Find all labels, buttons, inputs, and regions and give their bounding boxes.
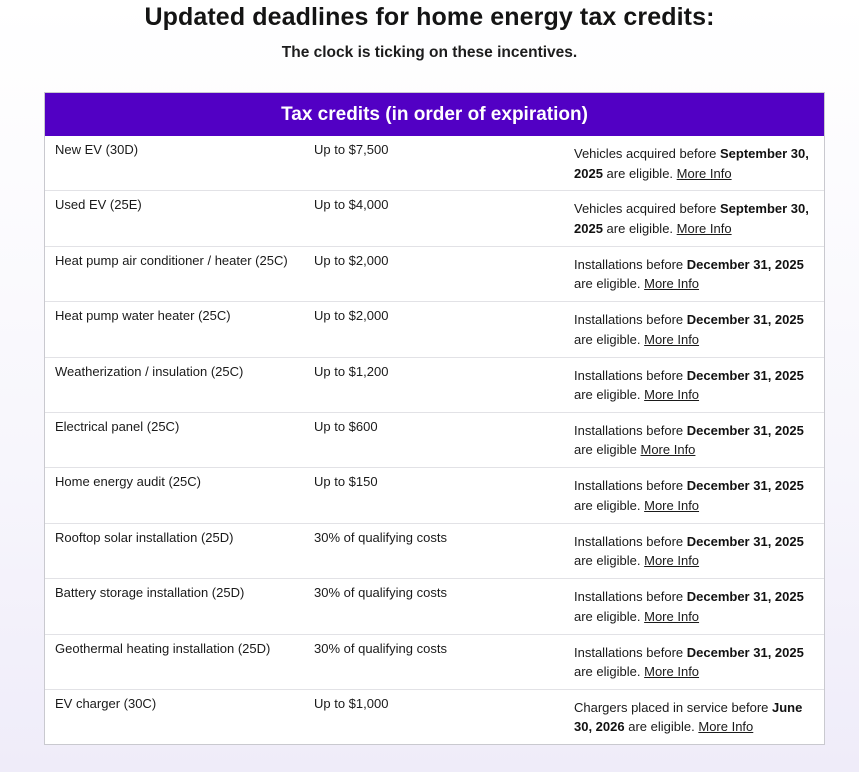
credit-name: Electrical panel (25C) (55, 418, 180, 434)
deadline-date: December 31, 2025 (686, 256, 804, 272)
credit-deadline (574, 144, 818, 183)
credit-amount: Up to $1,200 (314, 363, 389, 379)
credit-deadline (574, 698, 818, 737)
deadline-date: December 31, 2025 (686, 533, 804, 549)
credit-amount: Up to $7,500 (314, 142, 389, 157)
credit-name: Geothermal heating installation (25D) (55, 640, 271, 656)
credit-deadline (574, 587, 818, 626)
credit-deadline (574, 199, 818, 238)
deadline-date: December 31, 2025 (686, 478, 804, 494)
deadline-date: December 31, 2025 (686, 367, 804, 383)
credit-deadline (574, 310, 818, 349)
credit-amount: 30% of qualifying costs (314, 640, 447, 656)
deadline-tail: are eligible. (574, 331, 641, 347)
more-info-link[interactable]: More Info (644, 387, 700, 403)
credit-amount: Up to $2,000 (314, 252, 389, 268)
deadline-date: December 31, 2025 (686, 422, 804, 438)
credit-name: Battery storage installation (25D) (55, 585, 245, 601)
table-row (45, 578, 824, 633)
credit-amount: 30% of qualifying costs (314, 529, 447, 545)
deadline-tail: are eligible. (606, 165, 674, 181)
credit-name: Weatherization / insulation (25C) (55, 363, 244, 379)
deadline-tail: are eligible. (574, 387, 641, 403)
deadline-tail: are eligible. (574, 497, 641, 513)
deadline-lead: Installations before (574, 533, 684, 549)
more-info-link[interactable]: More Info (644, 553, 700, 569)
table-row (45, 467, 824, 522)
credit-name: Heat pump air conditioner / heater (25C) (55, 252, 288, 268)
more-info-link[interactable]: More Info (698, 719, 754, 735)
credit-name: EV charger (30C) (55, 695, 157, 711)
credit-name: Home energy audit (25C) (55, 474, 201, 490)
more-info-link[interactable]: More Info (640, 442, 696, 458)
deadline-tail: are eligible (574, 442, 637, 458)
credit-deadline (574, 476, 818, 515)
credit-name: Rooftop solar installation (25D) (55, 529, 234, 545)
deadline-lead: Chargers placed in service before (574, 699, 769, 715)
deadline-tail: are eligible. (574, 608, 641, 624)
credit-deadline (574, 366, 818, 405)
deadline-lead: Installations before (574, 589, 684, 605)
more-info-link[interactable]: More Info (644, 608, 700, 624)
deadline-date: December 31, 2025 (686, 644, 804, 660)
deadline-tail: are eligible. (606, 220, 674, 236)
page-subtitle: The clock is ticking on these incentives. (281, 44, 578, 61)
table-row (45, 301, 824, 356)
table-row (45, 689, 824, 744)
deadline-lead: Installations before (574, 478, 684, 494)
credit-deadline (574, 421, 818, 460)
more-info-link[interactable]: More Info (676, 165, 732, 181)
deadline-lead: Vehicles acquired before (574, 146, 717, 161)
deadline-date: December 31, 2025 (686, 312, 804, 328)
table-row (45, 634, 824, 689)
deadline-lead: Installations before (574, 644, 684, 660)
deadline-lead: Installations before (574, 422, 684, 438)
deadline-date: December 31, 2025 (686, 589, 804, 605)
table-row (45, 523, 824, 578)
deadline-date: June 30, 2026 (574, 699, 803, 735)
deadline-tail: are eligible. (574, 276, 641, 292)
credit-name: Used EV (25E) (55, 197, 142, 213)
deadline-tail: are eligible. (574, 553, 641, 569)
deadline-lead: Installations before (574, 367, 684, 383)
credit-deadline (574, 532, 818, 571)
page-title: Updated deadlines for home energy tax credits: (144, 3, 715, 31)
deadline-date: September 30, 2025 (574, 201, 809, 236)
credit-amount: Up to $4,000 (314, 197, 389, 213)
more-info-link[interactable]: More Info (644, 276, 700, 292)
table-header: Tax credits (in order of expiration) (45, 93, 824, 136)
deadline-tail: are eligible. (628, 719, 695, 735)
credit-deadline (574, 255, 818, 294)
table-row (45, 190, 824, 245)
deadline-tail: are eligible. (574, 664, 641, 680)
table-row (45, 412, 824, 467)
credit-amount: 30% of qualifying costs (314, 585, 447, 601)
credit-name: Heat pump water heater (25C) (55, 308, 231, 324)
credit-amount: Up to $150 (314, 474, 378, 490)
credit-amount: Up to $1,000 (314, 695, 389, 711)
more-info-link[interactable]: More Info (644, 664, 700, 680)
tax-credits-table (44, 92, 825, 745)
deadline-lead: Installations before (574, 256, 684, 272)
credit-amount: Up to $2,000 (314, 308, 389, 324)
table-row (45, 357, 824, 412)
more-info-link[interactable]: More Info (676, 220, 732, 236)
more-info-link[interactable]: More Info (644, 331, 700, 347)
deadline-lead: Vehicles acquired before (574, 201, 717, 217)
table-body (45, 136, 824, 744)
credit-deadline (574, 643, 818, 682)
credit-name: New EV (30D) (55, 142, 139, 157)
table-row (45, 136, 824, 190)
deadline-date: September 30, 2025 (574, 146, 809, 181)
deadline-lead: Installations before (574, 312, 684, 328)
table-row (45, 246, 824, 301)
more-info-link[interactable]: More Info (644, 497, 700, 513)
credit-amount: Up to $600 (314, 418, 378, 434)
